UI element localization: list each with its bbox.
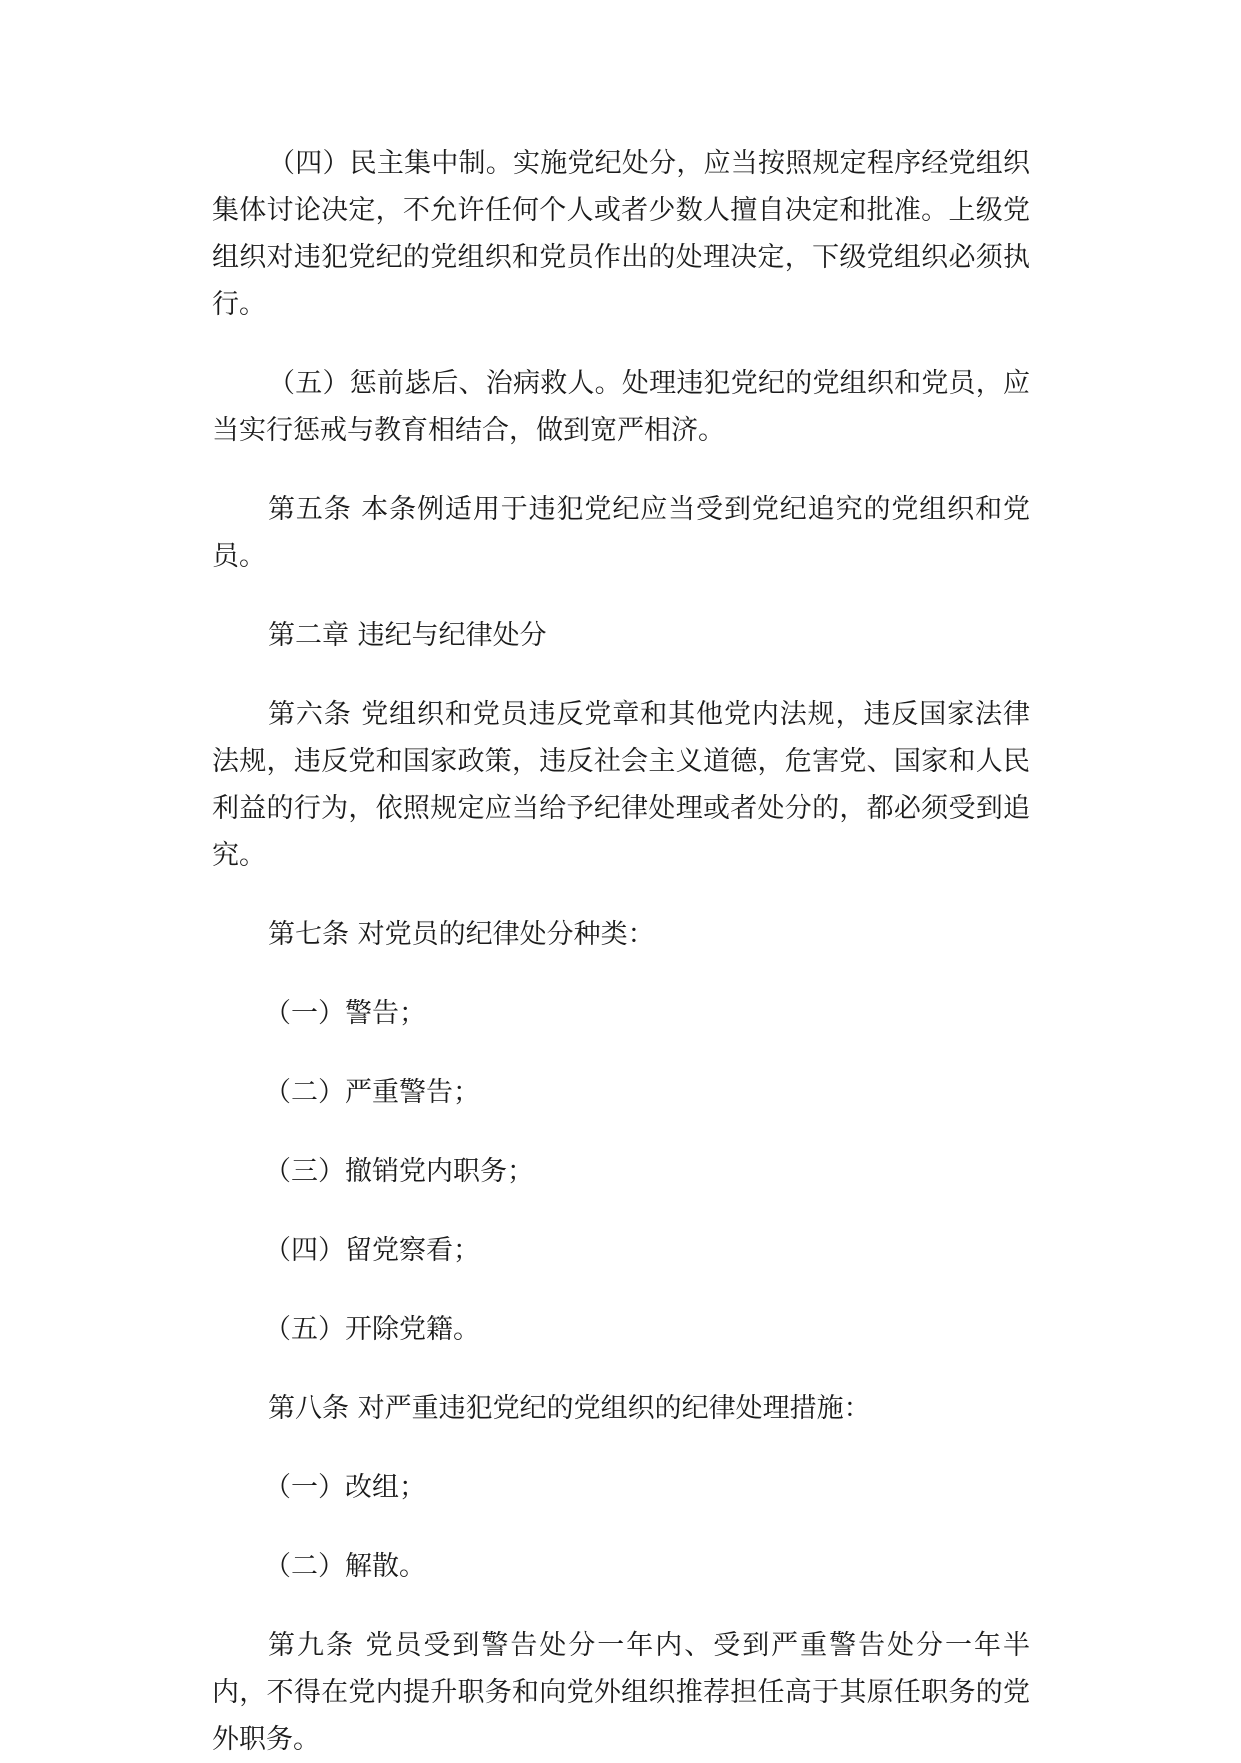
article-5: 第五条 本条例适用于违犯党纪应当受到党纪追究的党组织和党员。 bbox=[212, 494, 1030, 572]
article-7-item-1: （一）警告； bbox=[264, 998, 426, 1029]
article-7-item-2: （二）严重警告； bbox=[264, 1077, 480, 1108]
article-7-item-4: （四）留党察看； bbox=[264, 1235, 480, 1266]
chapter-2-heading: 第二章 违纪与纪律处分 bbox=[268, 620, 547, 651]
article-7-item-5: （五）开除党籍。 bbox=[264, 1314, 480, 1345]
paragraph-principle-4: （四）民主集中制。实施党纪处分，应当按照规定程序经党组织集体讨论决定，不允许任何个人或者少数人擅自决定和批准。上级党组织对违犯党纪的党组织和党员作出的处理决定，下级党组织必须执行。 bbox=[212, 148, 1030, 320]
article-8: 第八条 对严重违犯党纪的党组织的纪律处理措施： bbox=[268, 1393, 871, 1424]
article-8-item-2: （二）解散。 bbox=[264, 1551, 426, 1582]
article-6: 第六条 党组织和党员违反党章和其他党内法规，违反国家法律法规，违反党和国家政策，违反社会主义道德，危害党、国家和人民利益的行为，依照规定应当给予纪律处理或者处分的，都必须受到追究。 bbox=[212, 699, 1030, 871]
article-7-item-3: （三）撤销党内职务； bbox=[264, 1156, 534, 1187]
article-9: 第九条 党员受到警告处分一年内、受到严重警告处分一年半内，不得在党内提升职务和向党外组织推荐担任高于其原任职务的党外职务。 bbox=[212, 1630, 1030, 1755]
article-7: 第七条 对党员的纪律处分种类： bbox=[268, 919, 655, 950]
paragraph-principle-5: （五）惩前毖后、治病救人。处理违犯党纪的党组织和党员，应当实行惩戒与教育相结合，做到宽严相济。 bbox=[212, 368, 1030, 446]
document-page bbox=[212, 140, 1030, 1763]
article-8-item-1: （一）改组； bbox=[264, 1472, 426, 1503]
